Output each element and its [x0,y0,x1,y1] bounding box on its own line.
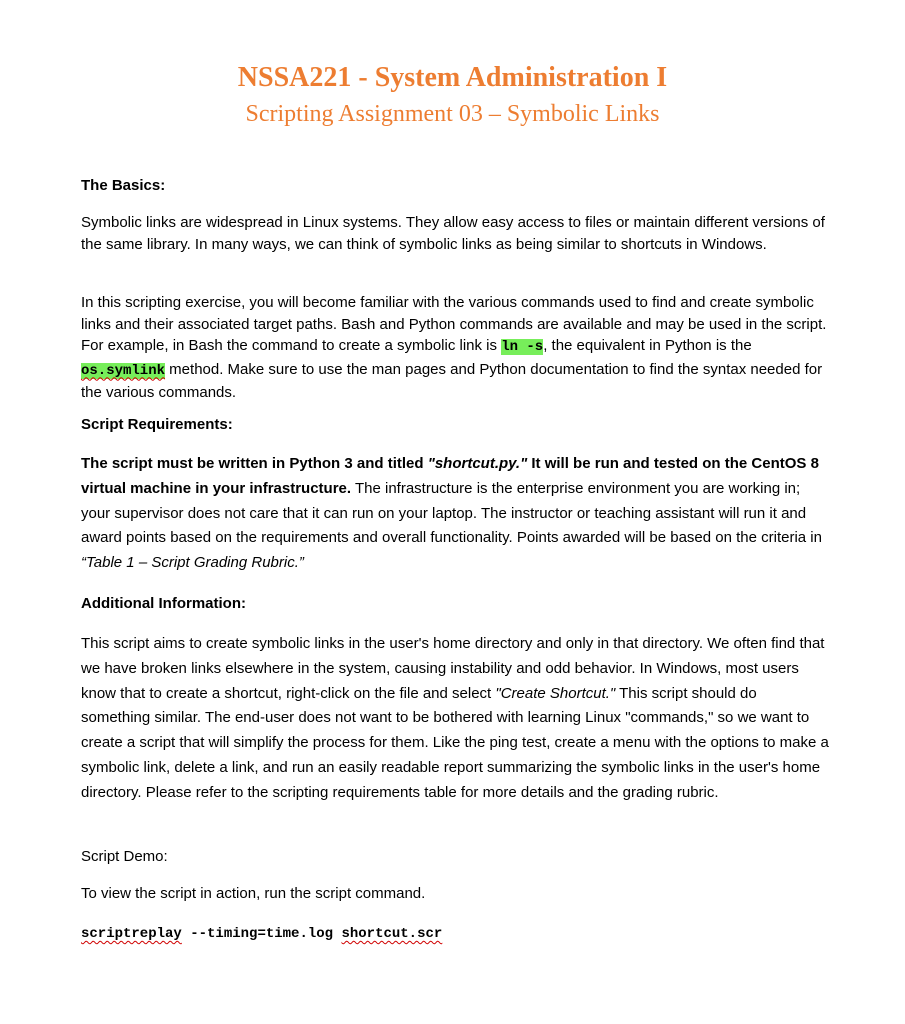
basics-text-a: In this scripting exercise, you will become familiar with the various commands used to find and create symbolic links and their associated target paths. Bash and Python commands are available and may be used in the script. For example, in Bash the command to create a symbolic link is [81,294,827,354]
requirements-text-a: The infrastructure is the enterprise environment you are working in; your supervisor does not care that it can run on your laptop. The instructor or teaching assistant will run it and award points based on the requirements and overall functionality. Points awarded will be based on the criteria in [81,479,822,547]
os-symlink-code: os.symlink [81,362,166,379]
script-file-name: shortcut.scr [341,926,443,942]
page-title: NSSA221 - System Administration I [237,62,668,93]
scriptreplay-command: scriptreplay [81,926,182,942]
additional-text [81,632,829,806]
requirements-text [81,452,829,576]
requirements-paragraph [81,452,829,576]
requirements-heading: Script Requirements: [81,416,233,433]
demo-text: To view the script in action, run the script command. [81,885,426,902]
additional-heading: Additional Information: [81,595,246,612]
timing-option: --timing=time.log [181,926,342,942]
page-subtitle: Scripting Assignment 03 – Symbolic Links [245,101,660,127]
additional-text-b: This script should do something similar. The end-user does not want to be bothered with learning Linux "commands," so we want to create a script that will simplify the process for them. Like the ping test, create a menu with the options to make a symbolic link, delete a link, and run an easily readable report summarizing the symbolic links in the user's home directory. Please refer to the scripting requirements table for more details and the grading rubric. [81,684,829,801]
basics-paragraph-1 [81,212,829,255]
additional-create-shortcut: "Create Shortcut." [495,684,616,702]
basics-paragraph-2 [81,292,829,404]
demo-heading: Script Demo: [81,848,168,865]
additional-text-a: This script aims to create symbolic links in the user's home directory and only in that directory. We often find that we have broken links elsewhere in the system, causing instability and odd behavior. In Windows, most users know that to create a shortcut, right-click on the file and select [81,635,825,702]
basics-text-c: method. Make sure to use the man pages and Python documentation to find the syntax needed for the various commands. [81,360,823,401]
demo-command [81,924,829,942]
requirements-bold-b: It will be run and tested on the CentOS 8 virtual machine in your infrastructure. [81,455,819,497]
additional-paragraph [81,632,829,806]
basics-paragraph-2-text [81,292,829,404]
basics-paragraph-1-text: Symbolic links are widespread in Linux systems. They allow easy access to files or maintain different versions of the same library. In many ways, we can think of symbolic links as being similar to shortcuts in Windows. [81,214,825,253]
requirements-bold-a: The script must be written in Python 3 and titled [81,455,428,472]
basics-heading: The Basics: [81,177,166,194]
requirements-filename: "shortcut.py." [427,455,528,472]
basics-text-b: , the equivalent in Python is the [543,337,752,354]
ln-s-code: ln -s [501,339,544,355]
requirements-table-ref: “Table 1 – Script Grading Rubric.” [81,554,304,572]
